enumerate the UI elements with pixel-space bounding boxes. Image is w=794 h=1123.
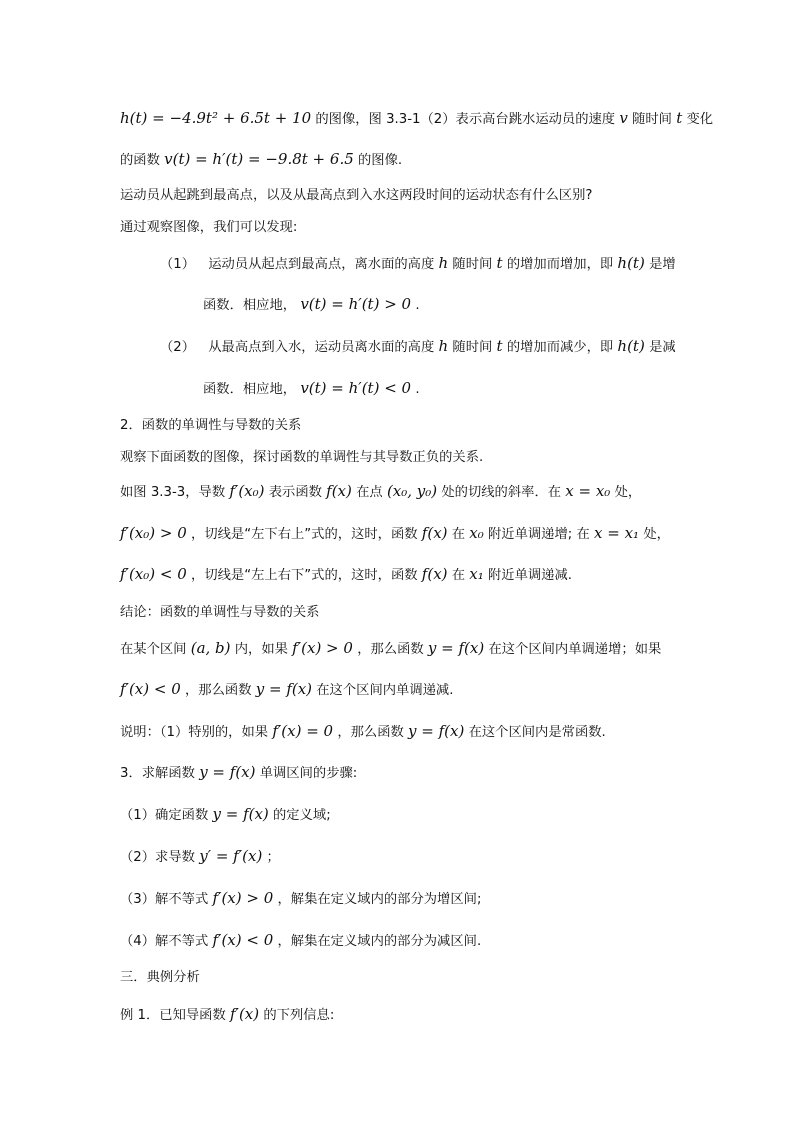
math-function: y = f(x) [408,722,465,740]
math-interval: (a, b) [190,639,231,657]
math-var-h: h [438,254,449,272]
text: 表示函数 [268,485,322,500]
paragraph-line [120,216,680,240]
text: 在 [451,527,466,542]
text: ； [266,850,280,865]
paragraph-line [120,446,680,470]
text: 如图 3.3-3，导数 [120,485,226,500]
list-number: （1） [160,257,196,272]
math-velocity-function: v(t) = h′(t) = −9.8t + 6.5 [164,150,354,168]
heading-text: 2．函数的单调性与导数的关系 [120,418,302,433]
section-heading [120,760,680,784]
math-inequality: v(t) = h′(t) > 0 [300,295,412,313]
text: 的定义域; [273,808,331,823]
math-x0: x₀ [469,524,484,542]
text: 运动员从起点到最高点，离水面的高度 [208,257,435,272]
text: 函数．相应地， [203,298,297,313]
paragraph-line [120,184,680,208]
section-heading [120,414,680,438]
text: （3）解不等式 [120,892,209,907]
text: 随时间 [632,112,672,127]
text: ，那么函数 [357,642,424,657]
math-function: y = f(x) [212,805,269,823]
list-item [120,802,680,826]
math-f-of-x: f(x) [326,482,352,500]
math-f-of-x: f(x) [421,565,448,583]
math-height-function: h(t) = −4.9t² + 6.5t + 10 [120,109,312,127]
math-derivative: f′(x₀) [229,482,265,500]
text: ，切线是“左下右上”式的，这时，函数 [191,527,418,542]
text: ，解集在定义域内的部分为增区间; [277,892,482,907]
math-derivative: f′(x) [230,1005,260,1023]
text: 在这个区间内单调递增；如果 [488,642,662,657]
math-var-t: t [496,337,503,355]
math-function: y = f(x) [427,639,485,657]
paragraph-line [120,521,680,545]
math-equation: x = x₁ [594,524,640,542]
question-text: 运动员从起跳到最高点，以及从最高点到入水这两段时间的运动状态有什么区别? [120,188,593,203]
text: 的图像，图 3.3-1（2）表示高台跳水运动员的速度 [315,112,616,127]
paragraph-line [120,562,680,586]
list-item [120,928,680,952]
text: ，那么函数 [185,683,252,698]
heading-text: 单调区间的步骤: [259,766,358,781]
text: （1）确定函数 [120,808,209,823]
list-number: （2） [160,340,196,355]
math-var-t: t [676,109,683,127]
list-item [120,844,680,868]
text: 处， [643,527,670,542]
text: 的增加而增加，即 [506,257,614,272]
text: ，那么函数 [337,725,404,740]
text: 内，如果 [234,642,288,657]
math-function: y = f(x) [255,680,313,698]
paragraph-line [120,677,680,701]
text: . [415,298,420,313]
list-item [160,251,720,275]
text: 在点 [356,485,383,500]
math-function: y = f(x) [199,763,256,781]
math-x1: x₁ [469,565,484,583]
math-inequality: v(t) = h′(t) < 0 [300,379,412,397]
text: ，切线是“左上右下”式的，这时，函数 [191,568,418,583]
list-item [160,334,720,358]
text: 处的切线的斜率．在 [441,485,562,500]
math-var-h: h [438,337,449,355]
math-equation: x = x₀ [565,482,611,500]
text: 说明：（1）特别的，如果 [120,725,269,740]
text: 从最高点到入水，运动员离水面的高度 [208,340,435,355]
heading-text: 3．求解函数 [120,766,195,781]
text: 在某个区间 [120,642,187,657]
paragraph-line [120,147,680,171]
text: 的下列信息: [263,1008,335,1023]
text: 例 1．已知导函数 [120,1008,226,1023]
text: 随时间 [452,257,493,272]
math-derivative: y′ = f′(x) [199,847,263,865]
text: 变化 [686,112,714,127]
math-inequality: f′(x) < 0 [120,680,181,698]
paragraph-line [120,1002,680,1026]
math-f-of-x: f(x) [421,524,448,542]
text: （4）解不等式 [120,934,209,949]
text: 的函数 [120,153,160,168]
text: 的图像. [357,153,403,168]
math-var-v: v [619,109,628,127]
math-inequality: f′(x₀) < 0 [120,565,187,583]
math-inequality: f′(x) < 0 [212,931,274,949]
math-inequality: f′(x) > 0 [292,639,353,657]
section-heading [120,966,680,990]
paragraph-line [203,292,763,316]
math-point: (x₀, y₀) [386,482,438,500]
list-item [120,886,680,910]
math-equation: f′(x) = 0 [272,722,334,740]
math-inequality: f′(x₀) > 0 [120,524,187,542]
text: 函数．相应地， [203,382,297,397]
text: 附近单调递增; 在 [488,527,590,542]
paragraph-line [120,636,680,660]
text: 通过观察图像，我们可以发现: [120,220,298,235]
section-heading [120,601,680,625]
math-h-of-t: h(t) [617,254,645,272]
text: 是减 [649,340,676,355]
text: 附近单调递减. [488,568,573,583]
math-h-of-t: h(t) [617,337,645,355]
text: （2）求导数 [120,850,195,865]
paragraph-line [120,479,680,503]
text: 在这个区间内是常函数. [468,725,606,740]
paragraph-line [120,106,714,130]
text: ，解集在定义域内的部分为减区间. [277,934,482,949]
heading-text: 结论：函数的单调性与导数的关系 [120,605,320,620]
text: 处， [614,485,642,500]
text: 随时间 [452,340,493,355]
text: 是增 [649,257,676,272]
paragraph-line [203,376,763,400]
text: 观察下面函数的图像，探讨函数的单调性与其导数正负的关系. [120,450,484,465]
paragraph-line [120,719,680,743]
text: 的增加而减少，即 [506,340,614,355]
text: 在 [451,568,466,583]
heading-text: 三．典例分析 [120,970,200,985]
math-var-t: t [496,254,503,272]
text: . [415,382,420,397]
text: 在这个区间内单调递减. [316,683,454,698]
math-inequality: f′(x) > 0 [212,889,274,907]
